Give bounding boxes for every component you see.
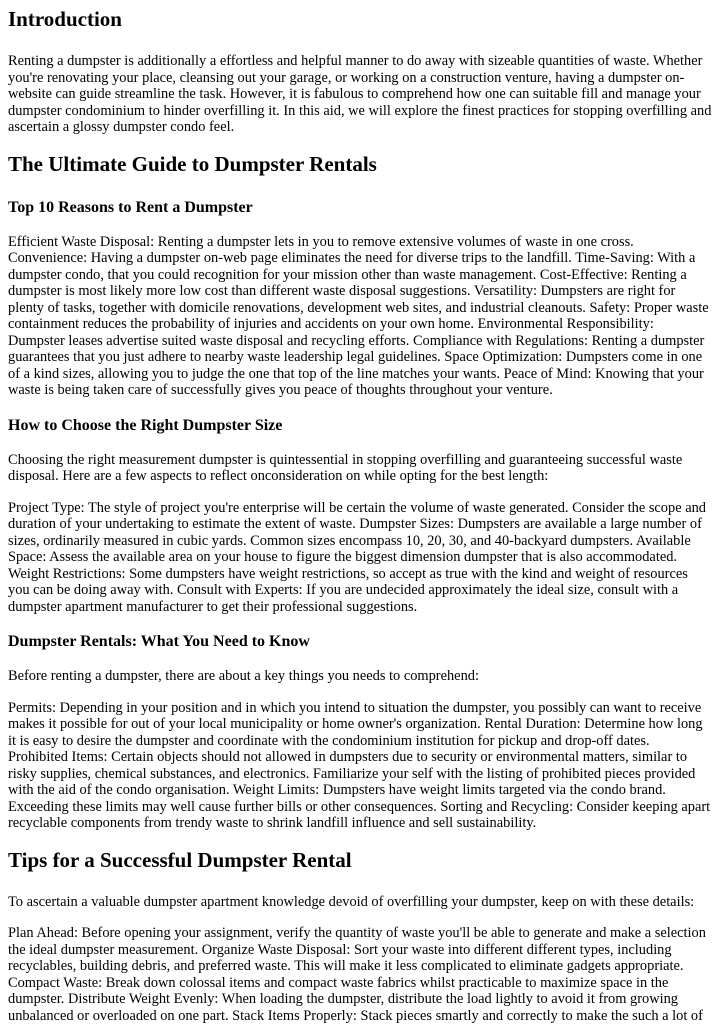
reasons-heading: Top 10 Reasons to Rent a Dumpster [8,198,253,216]
article [0,7,720,1024]
reasons-paragraph: Efficient Waste Disposal: Renting a dumpster lets in you to remove extensive volumes of waste in one cross. Convenience: Having a dumpster on-web page eliminates the need for diverse trips to the landfill. Time-Saving: With a dumpster condo, that you could recognition for your mission other than waste management. Cost-Effective: Renting a dumpster is most likely more low cost than different waste disposal suggestions. Versatility: Dumpsters are right for plenty of tasks, together with domicile renovations, development web sites, and industrial cleanouts. Safety: Proper waste containment reduces the probability of injuries and accidents on your own home. Environmental Responsibility: Dumpster leases advertise suited waste disposal and recycling efforts. Compliance with Regulations: Renting a dumpster guarantees that you just adhere to nearby waste leadership legal guidelines. Space Optimization: Dumpsters come in one of a kind sizes, allowing you to judge the one that top of the line matches your wants. Peace of Mind: Knowing that your waste is being taken care of successfully gives you peace of thoughts throughout your venture. [8,233,709,398]
tips-paragraph-details: Plan Ahead: Before opening your assignment, verify the quantity of waste you'll be able to generate and make a selection the ideal dumpster measurement. Organize Waste Disposal: Sort your waste into different different types, including recyclables, building debris, and preferred waste. This will make it less complicated to eliminate gadgets appropriate. Compact Waste: Break down colossal items and compact waste fabrics whilst practicable to maximize space in the dumpster. Distribute Weight Evenly: When loading the dumpster, distribute the load lightly to avoid it from growing unbalanced or overloaded on one part. Stack Items Properly: Stack pieces smartly and correctly to make the such a lot of [8,925,706,1024]
know-heading: Dumpster Rentals: What You Need to Know [8,633,310,650]
tips-paragraph-intro: To ascertain a valuable dumpster apartment knowledge devoid of overfilling your dumpster, keep on with these details: [8,893,695,910]
guide-heading: The Ultimate Guide to Dumpster Rentals [8,151,377,176]
size-paragraph-details: Project Type: The style of project you're enterprise will be certain the volume of waste generated. Consider the scope and duration of your undertaking to estimate the extent of waste. Dumpster Sizes: Dumpsters are available a large number of sizes, ordinarily measured in cubic yards. Common sizes encompass 10, 20, 30, and 40-backyard dumpsters. Available Space: Assess the available area on your house to figure the biggest dimension dumpster that is also accommodated. Weight Restrictions: Some dumpsters have weight restrictions, so accept as true with the kind and weight of resources you can be doing away with. Consult with Experts: If you are undecided approximately the ideal size, consult with a dumpster apartment manufacturer to get their professional suggestions. [8,499,706,615]
intro-paragraph: Renting a dumpster is additionally a effortless and helpful manner to do away with sizeable quantities of waste. Whether you're renovating your place, cleansing out your garage, or working on a construction venture, having a dumpster on-website can guide streamline the task. However, it is fabulous to comprehend how one can suitable fill and manage your dumpster condominium to hinder overfilling it. In this aid, we will explore the finest practices for stopping overfilling and ascertain a glossy dumpster condo feel. [8,53,712,135]
know-paragraph-details: Permits: Depending in your position and in which you intend to situation the dumpster, you possibly can want to receive makes it possible for out of your local municipality or home owner's organization. Rental Duration: Determine how long it is easy to desire the dumpster and coordinate with the condominium institution for pickup and drop-off dates. Prohibited Items: Certain objects should not allowed in dumpsters due to security or environmental matters, similar to risky supplies, chemical substances, and electronics. Familiarize your self with the listing of prohibited pieces provided with the aid of the condo organisation. Weight Limits: Dumpsters have weight limits targeted via the condo brand. Exceeding these limits may well cause further bills or other consequences. Sorting and Recycling: Consider keeping apart recyclable components from trendy waste to shrink landfill influence and sell sustainability. [8,699,711,831]
tips-heading: Tips for a Successful Dumpster Rental [8,847,352,872]
size-heading: How to Choose the Right Dumpster Size [8,416,283,434]
size-paragraph-intro: Choosing the right measurement dumpster is quintessential in stopping overfilling and guaranteeing successful waste disposal. Here are a few aspects to reflect onconsideration on while opting for the best length: [8,451,683,484]
know-paragraph-intro: Before renting a dumpster, there are about a key things you needs to comprehend: [8,668,479,684]
intro-heading: Introduction [8,7,122,31]
